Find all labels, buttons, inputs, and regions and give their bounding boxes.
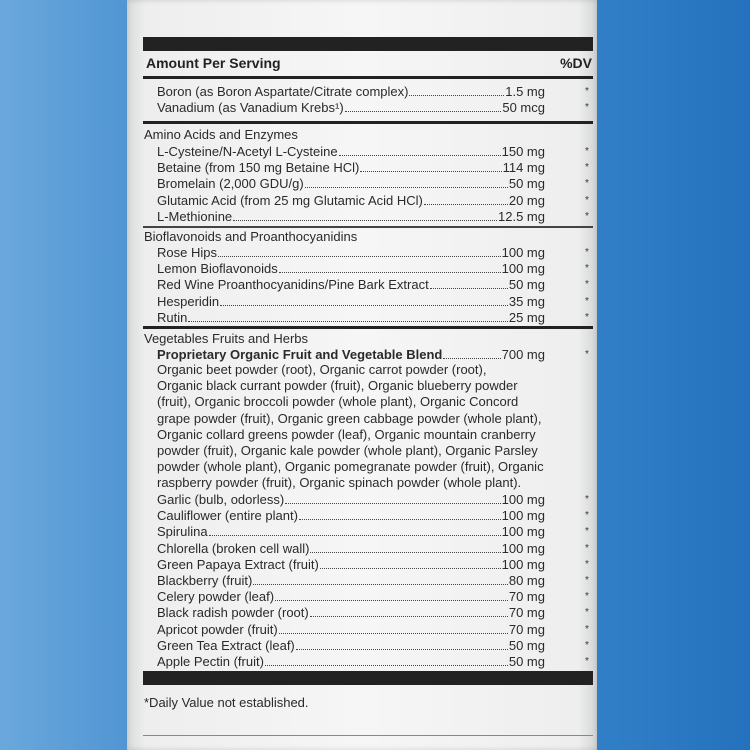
- leader-dots: [345, 111, 502, 112]
- leader-dots: [209, 535, 501, 536]
- leader-dots: [443, 358, 500, 359]
- nutrient-name: Apricot powder (fruit): [157, 621, 278, 637]
- veg-row: [157, 638, 545, 654]
- dv-asterisk: *: [585, 311, 589, 323]
- blend-name: Proprietary Organic Fruit and Vegetable Blend: [157, 347, 443, 362]
- amino-section-title: Amino Acids and Enzymes: [144, 127, 298, 142]
- top-thick-rule: [143, 37, 593, 51]
- bottom-edge-rule: [143, 735, 593, 736]
- nutrient-amount: 50 mcg: [502, 100, 545, 115]
- nutrient-amount: 100 mg: [501, 556, 545, 572]
- blend-row: [157, 347, 545, 363]
- leader-dots: [409, 95, 504, 96]
- nutrient-amount: 100 mg: [501, 540, 545, 556]
- nutrient-amount: 25 mg: [508, 309, 545, 325]
- nutrient-name: Hesperidin: [157, 293, 220, 309]
- leader-dots: [339, 155, 501, 156]
- nutrient-name: L-Cysteine/N-Acetyl L-Cysteine: [157, 144, 338, 159]
- footnote: *Daily Value not established.: [144, 695, 309, 710]
- dv-asterisk: *: [585, 194, 589, 206]
- dv-asterisk: *: [585, 295, 589, 307]
- veg-row: [157, 573, 545, 589]
- nutrient-name: Apple Pectin (fruit): [157, 654, 264, 669]
- nutrient-name: Rutin: [157, 309, 188, 325]
- leader-dots: [279, 633, 508, 634]
- nutrient-name: Bromelain (2,000 GDU/g): [157, 176, 304, 192]
- blend-ingredient-line: raspberry powder (fruit), Organic spinach powder (whole plant).: [157, 475, 522, 491]
- blend-amount: 700 mg: [501, 347, 545, 362]
- bottom-thick-rule: [143, 671, 593, 685]
- leader-dots: [360, 171, 501, 172]
- nutrient-amount: 50 mg: [508, 637, 545, 653]
- veg-row: [157, 622, 545, 638]
- nutrient-amount: 70 mg: [508, 621, 545, 637]
- nutrient-name: L-Methionine: [157, 208, 233, 224]
- amino-row: [157, 144, 545, 160]
- leader-dots: [310, 552, 500, 553]
- nutrient-amount: 100 mg: [501, 524, 545, 540]
- nutrient-amount: 50 mg: [508, 654, 545, 669]
- nutrient-name: Black radish powder (root): [157, 605, 309, 621]
- dv-heading: %DV: [560, 55, 592, 71]
- veg-row: [157, 654, 545, 670]
- veg-section-title: Vegetables Fruits and Herbs: [144, 331, 309, 346]
- bioflav-row: [157, 294, 545, 310]
- amino-row: [157, 193, 545, 209]
- dv-asterisk: *: [585, 607, 589, 619]
- nutrient-amount: 100 mg: [501, 508, 545, 524]
- nutrient-name: Red Wine Proanthocyanidins/Pine Bark Extract: [157, 277, 429, 293]
- blend-ingredient-line: Organic black currant powder (fruit), Organic blueberry powder: [157, 378, 518, 394]
- header-rule: [143, 76, 593, 79]
- mineral-row: [157, 100, 545, 116]
- veg-row: [157, 541, 545, 557]
- nutrient-name: Chlorella (broken cell wall): [157, 540, 310, 556]
- nutrient-amount: 100 mg: [501, 492, 545, 507]
- blend-ingredient-line: powder (fruit), Organic kale powder (whole plant), Organic Parsley: [157, 443, 538, 459]
- nutrient-name: Blackberry (fruit): [157, 573, 253, 588]
- nutrient-name: Betaine (from 150 mg Betaine HCl): [157, 160, 360, 176]
- nutrient-amount: 70 mg: [508, 605, 545, 621]
- nutrient-amount: 50 mg: [508, 176, 545, 192]
- nutrient-name: Lemon Bioflavonoids: [157, 261, 278, 277]
- leader-dots: [310, 616, 508, 617]
- dv-asterisk: *: [585, 510, 589, 522]
- veg-row: [157, 508, 545, 524]
- nutrient-name: Boron (as Boron Aspartate/Citrate complex): [157, 84, 409, 99]
- bioflav-row: [157, 261, 545, 277]
- nutrient-name: Spirulina: [157, 524, 208, 540]
- bioflav-row: [157, 310, 545, 326]
- bioflav-row: [157, 277, 545, 293]
- nutrient-name: Celery powder (leaf): [157, 589, 275, 605]
- amount-per-serving-heading: Amount Per Serving: [146, 55, 281, 71]
- leader-dots: [275, 600, 508, 601]
- section-rule-3: [143, 326, 593, 329]
- blend-ingredients: [157, 362, 587, 492]
- nutrient-amount: 20 mg: [508, 192, 545, 208]
- amino-row: [157, 209, 545, 225]
- dv-asterisk: *: [585, 279, 589, 291]
- leader-dots: [305, 187, 508, 188]
- nutrient-name: Rose Hips: [157, 245, 217, 260]
- nutrient-name: Cauliflower (entire plant): [157, 508, 298, 524]
- dv-asterisk: *: [585, 263, 589, 275]
- dv-asterisk: *: [585, 575, 589, 586]
- dv-asterisk: *: [585, 623, 589, 635]
- dv-asterisk: *: [585, 639, 589, 651]
- leader-dots: [265, 665, 508, 666]
- nutrient-amount: 80 mg: [508, 573, 545, 588]
- dv-asterisk: *: [585, 542, 589, 554]
- veg-row: [157, 589, 545, 605]
- nutrient-amount: 70 mg: [508, 589, 545, 605]
- nutrient-name: Garlic (bulb, odorless): [157, 492, 285, 507]
- leader-dots: [218, 256, 501, 257]
- nutrient-name: Green Tea Extract (leaf): [157, 637, 295, 653]
- nutrient-amount: 150 mg: [501, 144, 545, 159]
- section-rule-1: [143, 121, 593, 124]
- leader-dots: [285, 503, 500, 504]
- blend-ingredient-line: powder (whole plant), Organic pomegranate powder (fruit), Organic: [157, 459, 544, 475]
- leader-dots: [233, 220, 497, 221]
- mineral-row: [157, 84, 545, 100]
- leader-dots: [299, 519, 501, 520]
- dv-asterisk: *: [585, 247, 589, 258]
- amino-row: [157, 176, 545, 192]
- nutrient-amount: 114 mg: [502, 160, 545, 176]
- nutrient-amount: 50 mg: [508, 277, 545, 293]
- leader-dots: [279, 272, 501, 273]
- leader-dots: [220, 305, 508, 306]
- veg-row: [157, 524, 545, 540]
- section-rule-2: [143, 226, 593, 228]
- nutrient-name: Glutamic Acid (from 25 mg Glutamic Acid HCl): [157, 192, 423, 208]
- nutrient-amount: 12.5 mg: [498, 208, 545, 224]
- leader-dots: [296, 649, 508, 650]
- leader-dots: [188, 321, 508, 322]
- dv-asterisk: *: [585, 591, 589, 603]
- blend-ingredient-line: Organic beet powder (root), Organic carrot powder (root),: [157, 362, 487, 377]
- blend-dv: *: [585, 349, 589, 360]
- nutrient-amount: 1.5 mg: [505, 84, 545, 99]
- leader-dots: [320, 568, 501, 569]
- dv-asterisk: *: [585, 210, 589, 222]
- nutrient-amount: 100 mg: [501, 261, 545, 277]
- dv-asterisk: *: [585, 86, 589, 97]
- dv-asterisk: *: [585, 558, 589, 570]
- bioflav-section-title: Bioflavonoids and Proanthocyanidins: [144, 229, 358, 244]
- leader-dots: [253, 584, 508, 585]
- nutrient-name: Vanadium (as Vanadium Krebs¹): [157, 100, 344, 115]
- veg-row: [157, 557, 545, 573]
- dv-asterisk: *: [585, 656, 589, 667]
- blend-ingredient-line: (fruit), Organic broccoli powder (whole plant), Organic Concord: [157, 394, 519, 410]
- nutrient-amount: 100 mg: [501, 245, 545, 260]
- dv-asterisk: *: [585, 494, 589, 505]
- veg-row: [157, 605, 545, 621]
- amino-row: [157, 160, 545, 176]
- dv-asterisk: *: [585, 146, 589, 157]
- leader-dots: [430, 288, 508, 289]
- veg-row: [157, 492, 545, 508]
- dv-asterisk: *: [585, 162, 589, 174]
- blend-ingredient-line: Organic collard greens powder (leaf), Organic mountain cranberry: [157, 426, 536, 442]
- nutrient-amount: 35 mg: [508, 293, 545, 309]
- dv-asterisk: *: [585, 102, 589, 113]
- blend-ingredient-line: grape powder (fruit), Organic green cabbage powder (whole plant),: [157, 410, 542, 426]
- nutrient-name: Green Papaya Extract (fruit): [157, 556, 319, 572]
- leader-dots: [424, 204, 508, 205]
- dv-asterisk: *: [585, 178, 589, 190]
- bioflav-row: [157, 245, 545, 261]
- dv-asterisk: *: [585, 526, 589, 538]
